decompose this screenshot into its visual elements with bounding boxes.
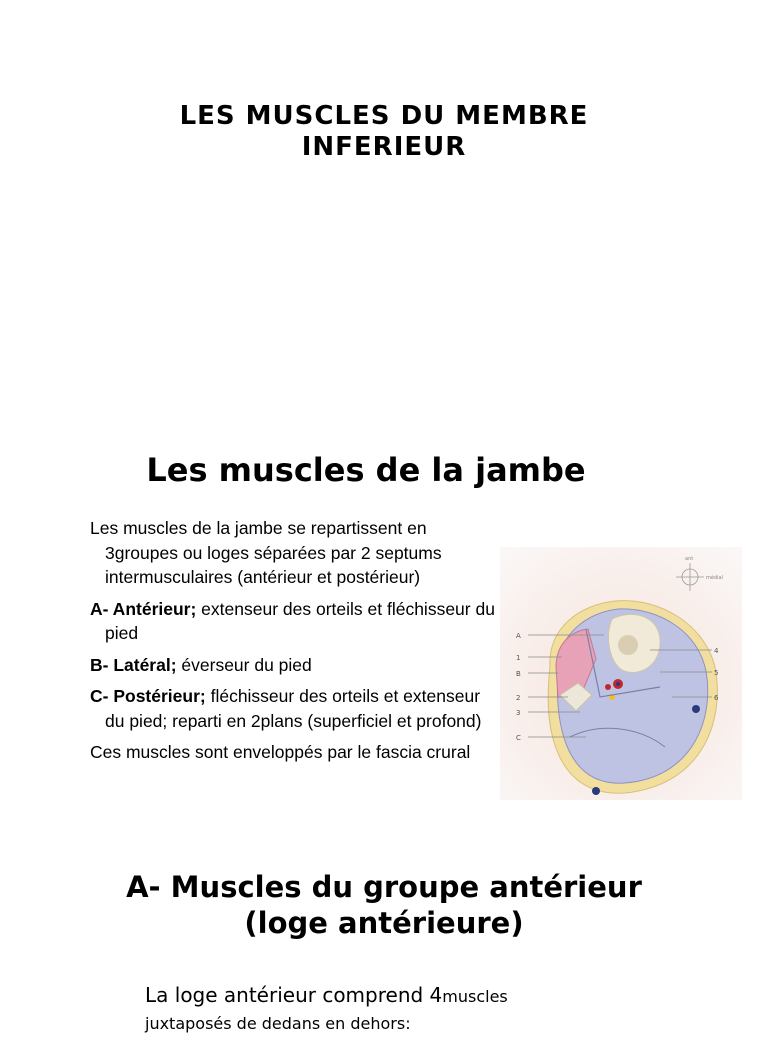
heading-line-1: A- Muscles du groupe antérieur <box>126 870 642 904</box>
label-c: C <box>516 734 521 742</box>
item-label: A- Antérieur; <box>90 598 197 619</box>
item-text: fléchisseur des orteils et extenseur du pied; reparti en 2plans (superficiel et profond) <box>105 686 482 731</box>
list-item-lateral <box>90 653 495 678</box>
leg-cross-section-illustration <box>500 547 742 800</box>
label-4: 4 <box>714 647 719 655</box>
list-item-anterieur <box>90 597 495 646</box>
compass-label-ant: ant <box>685 556 694 562</box>
leg-cross-section-figure <box>500 547 742 800</box>
closing-paragraph: Ces muscles sont enveloppés par le fascia crural <box>90 742 471 762</box>
superficial-vein <box>692 705 700 713</box>
muscle-group-list <box>90 516 495 772</box>
item-text: extenseur des orteils et fléchisseur du pied <box>105 598 495 643</box>
compass-label-medial: médial <box>706 575 723 581</box>
label-1: 1 <box>516 654 521 662</box>
intro-main-text: La loge antérieur comprend 4 <box>145 983 443 1007</box>
label-2: 2 <box>516 694 521 702</box>
label-6: 6 <box>714 694 719 702</box>
tibia-marrow <box>618 635 638 655</box>
item-text: éverseur du pied <box>176 654 312 675</box>
section-heading-jambe: Les muscles de la jambe <box>146 451 586 489</box>
slide-title-line-2: INFERIEUR <box>301 132 467 162</box>
intro-line-2: juxtaposés de dedans en dehors: <box>145 1014 411 1033</box>
heading-line-2: (loge antérieure) <box>244 906 524 940</box>
anterior-intro-text <box>145 982 625 1037</box>
superficial-vein <box>592 787 600 795</box>
item-label: C- Postérieur; <box>90 686 206 706</box>
section-heading-anterieur <box>0 869 768 941</box>
label-a: A <box>516 632 521 640</box>
slide-title <box>0 101 768 163</box>
item-label: B- Latéral; <box>90 654 177 675</box>
vein-vessel <box>616 682 620 686</box>
intro-small-text: muscles <box>442 987 508 1006</box>
list-item-posterieur <box>90 684 495 733</box>
intro-line-1 <box>145 982 625 1010</box>
label-b: B <box>516 670 521 678</box>
label-5: 5 <box>714 669 719 677</box>
artery-vessel <box>605 684 611 690</box>
label-3: 3 <box>516 709 521 717</box>
slide-title-line-1: LES MUSCLES DU MEMBRE <box>179 101 589 131</box>
intro-paragraph: Les muscles de la jambe se repartissent en 3groupes ou loges séparées par 2 septums intermusculaires (antérieur et postérieur) <box>90 518 442 587</box>
